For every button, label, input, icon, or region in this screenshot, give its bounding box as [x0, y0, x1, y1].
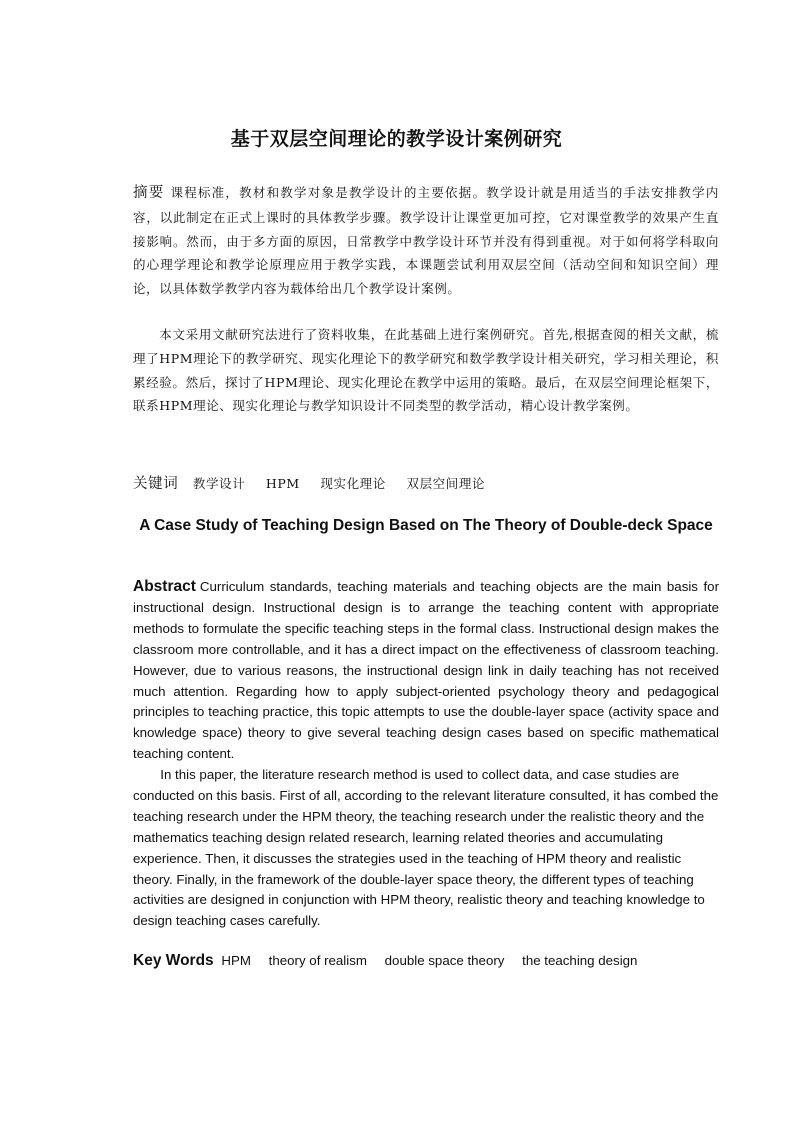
english-keyword: double space theory [384, 953, 505, 968]
english-keyword: the teaching design [522, 953, 638, 968]
english-keywords-label: Key Words [133, 952, 214, 969]
english-title: A Case Study of Teaching Design Based on The Theory of Double-deck Space [139, 517, 713, 534]
chinese-keyword: 双层空间理论 [406, 476, 486, 491]
english-keywords [133, 952, 651, 970]
chinese-abstract-label: 摘要 [133, 185, 165, 201]
english-paragraph-2: In this paper, the literature research method is used to collect data, and case studies are conducted on this basis. First of all, according to the relevant literature consulted, it has combed the teaching research under the HPM theory, the teaching research under the realistic theory and the mathematics teaching design related research, learning related theories and accumulating experience. Then, it discusses the strategies used in the teaching of HPM theory and realistic theory. Finally, in the framework of the double-layer space theory, the different types of teaching activities are designed in conjunction with HPM theory, realistic theory and teaching knowledge to design teaching cases carefully. [133, 767, 719, 929]
chinese-title: 基于双层空间理论的教学设计案例研究 [230, 128, 563, 150]
chinese-paragraph-2: 本文采用文献研究法进行了资料收集，在此基础上进行案例研究。首先,根据查阅的相关文献，梳理了HPM理论下的教学研究、现实化理论下的教学研究和数学教学设计相关研究，学习相关理论，积累经验。然后，探讨了HPM理论、现实化理论在教学中运用的策略。最后，在双层空间理论框架下，联系HPM理论、现实化理论与教学知识设计不同类型的教学活动，精心设计教学案例。 [133, 327, 719, 414]
chinese-keyword: 现实化理论 [320, 476, 386, 491]
chinese-keyword: 教学设计 [192, 476, 246, 491]
chinese-keywords-label: 关键词 [133, 476, 179, 492]
english-keyword: theory of realism [268, 953, 367, 968]
english-keyword: HPM [221, 953, 251, 968]
chinese-keywords [133, 472, 501, 493]
english-abstract [133, 577, 719, 765]
english-abstract-label: Abstract [133, 578, 196, 595]
chinese-abstract-text: 课程标准，教材和教学对象是教学设计的主要依据。教学设计就是用适当的手法安排教学内容，以此制定在正式上课时的具体教学步骤。教学设计让课堂更加可控，它对课堂教学的效果产生直接影响。然而，由于多方面的原因，日常教学中教学设计环节并没有得到重视。对于如何将学科取向的心理学理论和教学论原理应用于教学实践，本课题尝试利用双层空间（活动空间和知识空间）理论，以具体数学教学内容为载体给出几个教学设计案例。 [133, 185, 719, 297]
chinese-keyword: HPM [265, 476, 300, 491]
chinese-abstract [133, 181, 719, 301]
english-abstract-text: Curriculum standards, teaching materials and teaching objects are the main basis for instructional design. Instructional design is to arrange the teaching content with appropriate methods to formulate the specific teaching steps in the formal class. Instructional design makes the classroom more controllable, and it has a direct impact on the effectiveness of classroom teaching. However, due to various reasons, the instructional design link in daily teaching has not received much attention. Regarding how to apply subject-oriented psychology theory and pedagogical principles to teaching practice, this topic attempts to use the double-layer space (activity space and knowledge space) theory to give several teaching design cases based on specific mathematical teaching content. [133, 579, 719, 762]
